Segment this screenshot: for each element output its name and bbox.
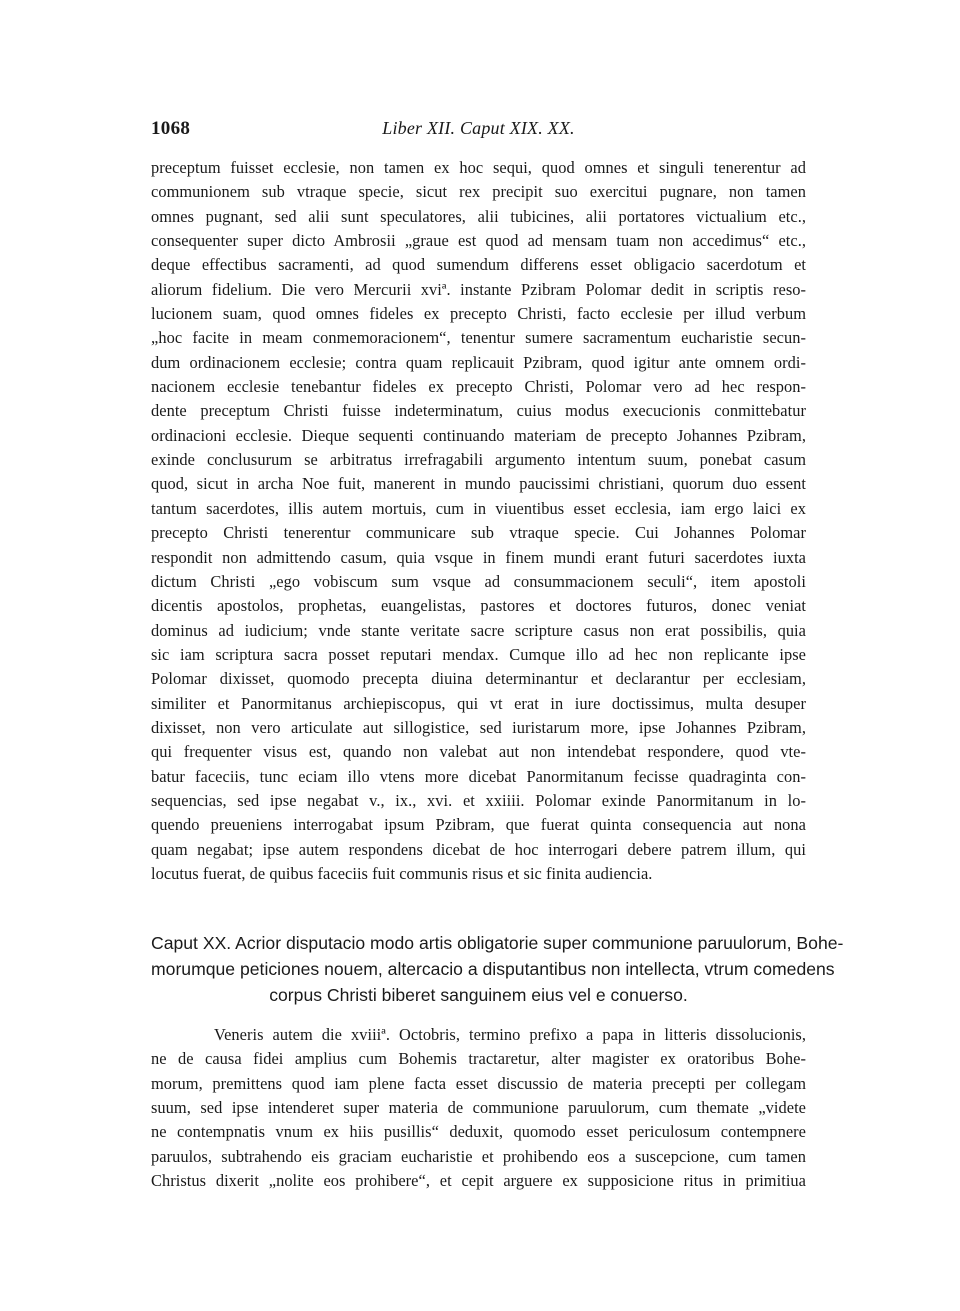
running-head [151,118,806,142]
text-line: ne de causa fidei amplius cum Bohemis tractaretur, alter magister ex oratoribus Bohe- [151,1049,806,1069]
text-line: Christus dixerit „nolite eos prohibere“, et cepit arguere ex supposicione ritus in primitiua [151,1171,806,1191]
text-line: ordinacioni ecclesie. Dieque sequenti continuando materiam de precepto Johannes Pzibram, [151,425,806,445]
chapter-body-text [151,1023,806,1193]
text-line: locutus fuerat, de quibus faceciis fuit communis risus et sic finita audiencia. [151,863,653,883]
text-line: suum, sed ipse intenderet super materia de communione paruulorum, cum themate „videte [151,1098,806,1118]
chapter-heading [151,930,844,1008]
text-line: morum, premittens quod iam plene facta esset discussio de materia precepti per collegam [151,1073,806,1093]
text-line: dente preceptum Christi fuisse indeterminatum, cuius modus execucionis conmittebatur [151,401,806,421]
running-title: Liber XII. Caput XIX. XX. [382,118,575,138]
text-line: consequenter super dicto Ambrosii „graue est quod ad mensam tuam non accedimus“ etc., [151,231,806,251]
text-line: quendo preueniens interrogabat ipsum Pzibram, que fuerat quinta consequencia aut nona [151,815,806,835]
text-line: dum ordinacionem ecclesie; contra quam replicauit Pzibram, quod igitur ante omnem ordi- [151,352,806,372]
text-line: quam negabat; ipse autem respondens dicebat de hoc interrogari debere patrem illum, qui [151,839,806,859]
heading-line: Caput XX. Acrior disputacio modo artis obligatorie super communione paruulorum, Bohe- [151,933,844,953]
text-line: dixisset, non vero articulate aut sillogistice, sed iuristarum more, ipse Johannes Pzibram, [151,717,806,737]
text-line: exinde conclusurum se arbitratus irrefragabili argumento intentum suum, ponebat casum [151,450,806,470]
text-line: similiter et Panormitanus archiepiscopus, qui vt erat in iure doctissimus, multa desuper [151,693,806,713]
text-line: sic iam scriptura sacra posset reputari mendax. Cumque illo ad hec non replicante ipse [151,644,806,664]
text-line: dominus ad iudicium; vnde stante veritate sacre scripture casus non erat possibilis, quia [151,620,806,640]
text-line: „hoc facite in meam conmemoracionem“, tenentur sumere sacramentum eucharistie secun- [151,328,806,348]
text-line: communionem sub vtraque specie, sicut rex precipit suo exercitui pugnare, non tamen [151,182,806,202]
text-line: dicentis apostolos, prophetas, euangelistas, pastores et doctores futuros, donec veniat [151,596,806,616]
text-line: Veneris autem die xviiiª. Octobris, termino prefixo a papa in litteris dissolucionis, [214,1025,806,1044]
text-line: qui frequenter visus est, quando non valebat aut non intendebat respondere, quod vte- [151,742,806,762]
text-line: dictum Christi „ego vobiscum sum vsque ad consummacionem seculi“, item apostoli [151,571,806,591]
text-line: respondit non admittendo casum, quia vsque in finem mundi erant futuri sacerdotes iuxta [151,547,806,567]
page-number: 1068 [151,118,191,139]
text-line: lucionem suam, quod omnes fideles ex precepto Christi, facto ecclesie per illud verbum [151,304,806,324]
text-line: batur faceciis, tunc eciam illo vtens more dicebat Panormitanum fecisse quadraginta con- [151,766,806,786]
text-line: precepto Christi tenerentur communicare sub vtraque specie. Cui Johannes Polomar [151,523,806,543]
text-line: tantum sacerdotes, illis autem mortuis, cum in viuentibus esset ecclesia, iam ergo laici ex [151,498,806,518]
text-line: preceptum fuisset ecclesie, non tamen ex hoc sequi, quod omnes et singuli tenerentur ad [151,158,806,177]
heading-line: morumque peticiones nouem, altercacio a disputantibus non intellecta, vtrum comedens [151,959,835,979]
text-line: ne contempnatis vnum ex hiis pusillis“ deduxit, quomodo esset periculosum contempnere [151,1122,806,1142]
heading-line: corpus Christi biberet sanguinem eius vel e conuerso. [269,985,688,1005]
text-line: aliorum fidelium. Die vero Mercurii xviª. instante Pzibram Polomar dedit in scriptis reso- [151,279,806,299]
body-text [151,156,806,886]
text-line: omnes pugnant, sed alii sunt speculatores, alii tubicines, alii portatores victualium etc., [151,206,806,226]
text-line: paruulos, subtrahendo eis graciam eucharistie et prohibendo eos a suscepcione, cum tamen [151,1146,806,1166]
text-line: sequencias, sed ipse negabat v., ix., xvi. et xxiiii. Polomar exinde Panormitanum in lo- [151,790,806,810]
text-line: deque effectibus sacramenti, ad quod sumendum differens esset obligacio sacerdotum et [151,255,806,275]
text-line: nacionem ecclesie tenebantur fideles ex precepto Christi, Polomar vero ad hec respon- [151,377,806,397]
text-line: quod, sicut in archa Noe fuit, manerent in mundo paucissimi christiani, quorum duo essent [151,474,806,494]
text-line: Polomar dixisset, quomodo precepta diuina determinantur et declarantur per ecclesiam, [151,669,806,689]
